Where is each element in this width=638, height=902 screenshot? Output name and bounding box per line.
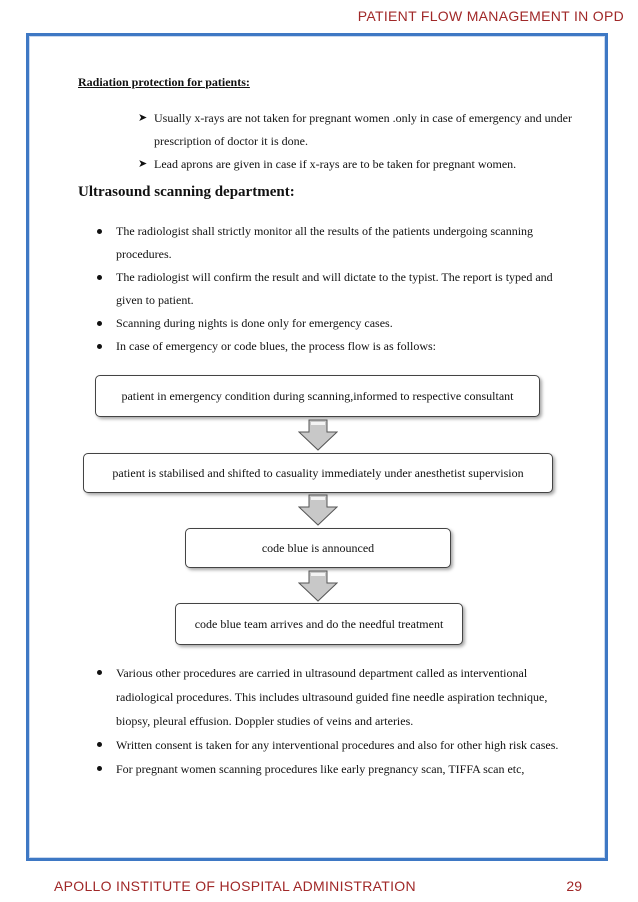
list-item-text: The radiologist will confirm the result and will dictate to the typist. The report is typed and given to patient. bbox=[116, 270, 553, 307]
list-item bbox=[138, 153, 578, 176]
list-item bbox=[95, 661, 575, 733]
bullet-icon bbox=[97, 670, 102, 675]
list-item-text: Various other procedures are carried in ultrasound department called as interventional radiological procedures. This includes ultrasound guided fine needle aspiration technique, biopsy, pleural effusion. Doppler studies of veins and arteries. bbox=[116, 666, 548, 728]
radiation-list bbox=[138, 107, 578, 176]
bullet-icon bbox=[97, 275, 102, 280]
list-item-text: In case of emergency or code blues, the process flow is as follows: bbox=[116, 339, 437, 353]
ultrasound-section-title: Ultrasound scanning department: bbox=[78, 184, 295, 200]
arrow-bullet-icon: ➤ bbox=[138, 112, 148, 124]
list-item-text: Usually x-rays are not taken for pregnant women .only in case of emergency and under prescription of doctor it is done. bbox=[154, 111, 572, 148]
page-number: 29 bbox=[566, 878, 582, 894]
bullet-icon bbox=[97, 321, 102, 326]
ultrasound-bullet-list bbox=[95, 220, 575, 358]
bullet-icon bbox=[97, 229, 102, 234]
down-arrow-icon bbox=[298, 570, 338, 602]
arrow-bullet-icon: ➤ bbox=[138, 158, 148, 170]
list-item-text: Written consent is taken for any interventional procedures and also for other high risk cases. bbox=[116, 738, 559, 752]
list-item-text: Scanning during nights is done only for emergency cases. bbox=[116, 316, 393, 330]
radiation-section-title: Radiation protection for patients: bbox=[78, 75, 250, 89]
list-item bbox=[95, 335, 575, 358]
list-item bbox=[95, 757, 575, 781]
list-item-text: Lead aprons are given in case if x-rays are to be taken for pregnant women. bbox=[154, 157, 517, 171]
flow-step-consultant-informed: patient in emergency condition during scanning,informed to respective consultant bbox=[95, 375, 540, 417]
list-item bbox=[95, 312, 575, 335]
page-header: PATIENT FLOW MANAGEMENT IN OPD bbox=[357, 8, 624, 24]
flow-step-code-blue-announced: code blue is announced bbox=[185, 528, 451, 568]
list-item-text: The radiologist shall strictly monitor all the results of the patients undergoing scanning procedures. bbox=[116, 224, 534, 261]
flow-step-code-blue-team: code blue team arrives and do the needful treatment bbox=[175, 603, 463, 645]
footer-institute: APOLLO INSTITUTE OF HOSPITAL ADMINISTRATION bbox=[54, 878, 416, 894]
ultrasound-bullet-list-continued bbox=[95, 661, 575, 781]
list-item bbox=[95, 220, 575, 266]
bullet-icon bbox=[97, 344, 102, 349]
list-item bbox=[95, 733, 575, 757]
down-arrow-icon bbox=[298, 494, 338, 526]
bullet-icon bbox=[97, 742, 102, 747]
list-item bbox=[95, 266, 575, 312]
flow-step-patient-stabilised: patient is stabilised and shifted to casuality immediately under anesthetist supervision bbox=[83, 453, 553, 493]
bullet-icon bbox=[97, 766, 102, 771]
list-item bbox=[138, 107, 578, 153]
down-arrow-icon bbox=[298, 419, 338, 451]
list-item-text: For pregnant women scanning procedures like early pregnancy scan, TIFFA scan etc, bbox=[116, 762, 525, 776]
